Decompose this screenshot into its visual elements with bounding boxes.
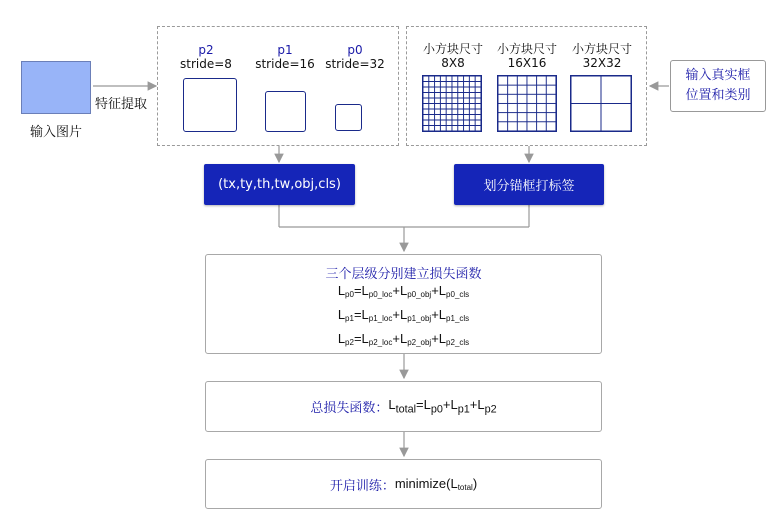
block-size-8: 8X8 — [441, 56, 465, 70]
total-loss-equation: $L_{total}=L_{p0}+L_{p1}+L_{p2}$ — [388, 397, 497, 416]
grid-8x8 — [422, 75, 482, 132]
block-title-32: 小方块尺寸 — [571, 42, 632, 56]
loss-eq-p2: $L_{p2}=L_{p2\_loc}+L_{p2\_obj}+L_{p2\_cls}$ — [337, 331, 470, 347]
p0-label — [318, 43, 392, 71]
training-func-close: ) — [472, 476, 478, 491]
truth-box — [670, 60, 766, 112]
truth-box-line2: 位置和类别 — [685, 88, 751, 103]
p2-name: p2 — [198, 43, 214, 57]
block-label-16 — [489, 42, 565, 70]
block-size-16: 16X16 — [507, 56, 547, 70]
p0-stride: stride=32 — [325, 57, 385, 71]
p2-label — [172, 43, 240, 71]
truth-box-line1: 输入真实框 — [685, 68, 751, 83]
anchor-labeling-box: 划分锚框打标签 — [454, 164, 604, 205]
input-image — [21, 61, 91, 114]
input-image-label: 输入图片 — [29, 125, 82, 140]
p1-feature-map — [265, 91, 306, 132]
block-label-8 — [415, 42, 491, 70]
block-size-32: 32X32 — [582, 56, 622, 70]
loss-eq-p0: $L_{p0}=L_{p0\_loc}+L_{p0\_obj}+L_{p0\_cls}$ — [337, 283, 470, 299]
loss-box-title: 三个层级分别建立损失函数 — [325, 267, 482, 282]
training-label: 开启训练： — [329, 478, 395, 494]
p1-stride: stride=16 — [255, 57, 315, 71]
prediction-output-box: (tx,ty,th,tw,obj,cls) — [204, 164, 355, 205]
loss-functions-box — [205, 254, 602, 354]
training-box — [205, 459, 602, 509]
p1-name: p1 — [277, 43, 293, 57]
block-label-32 — [564, 42, 640, 70]
feature-extract-label: 特征提取 — [95, 97, 148, 112]
training-func-sub: total — [457, 483, 473, 492]
loss-eq-p1: $L_{p1}=L_{p1\_loc}+L_{p1\_obj}+L_{p1\_cls}$ — [337, 307, 470, 323]
p1-label — [250, 43, 320, 71]
block-title-8: 小方块尺寸 — [422, 42, 483, 56]
block-title-16: 小方块尺寸 — [496, 42, 557, 56]
total-loss-box — [205, 381, 602, 432]
grid-32x32 — [570, 75, 632, 132]
p2-feature-map — [183, 78, 237, 132]
training-func-name: minimize(L — [394, 476, 458, 491]
p0-feature-map — [335, 104, 362, 131]
training-function — [395, 476, 477, 492]
grid-16x16 — [497, 75, 557, 132]
total-loss-label: 总损失函数： — [310, 401, 389, 416]
feature-maps-group — [157, 26, 399, 146]
grid-blocks-group — [406, 26, 647, 146]
p0-name: p0 — [347, 43, 363, 57]
p2-stride: stride=8 — [180, 57, 232, 71]
